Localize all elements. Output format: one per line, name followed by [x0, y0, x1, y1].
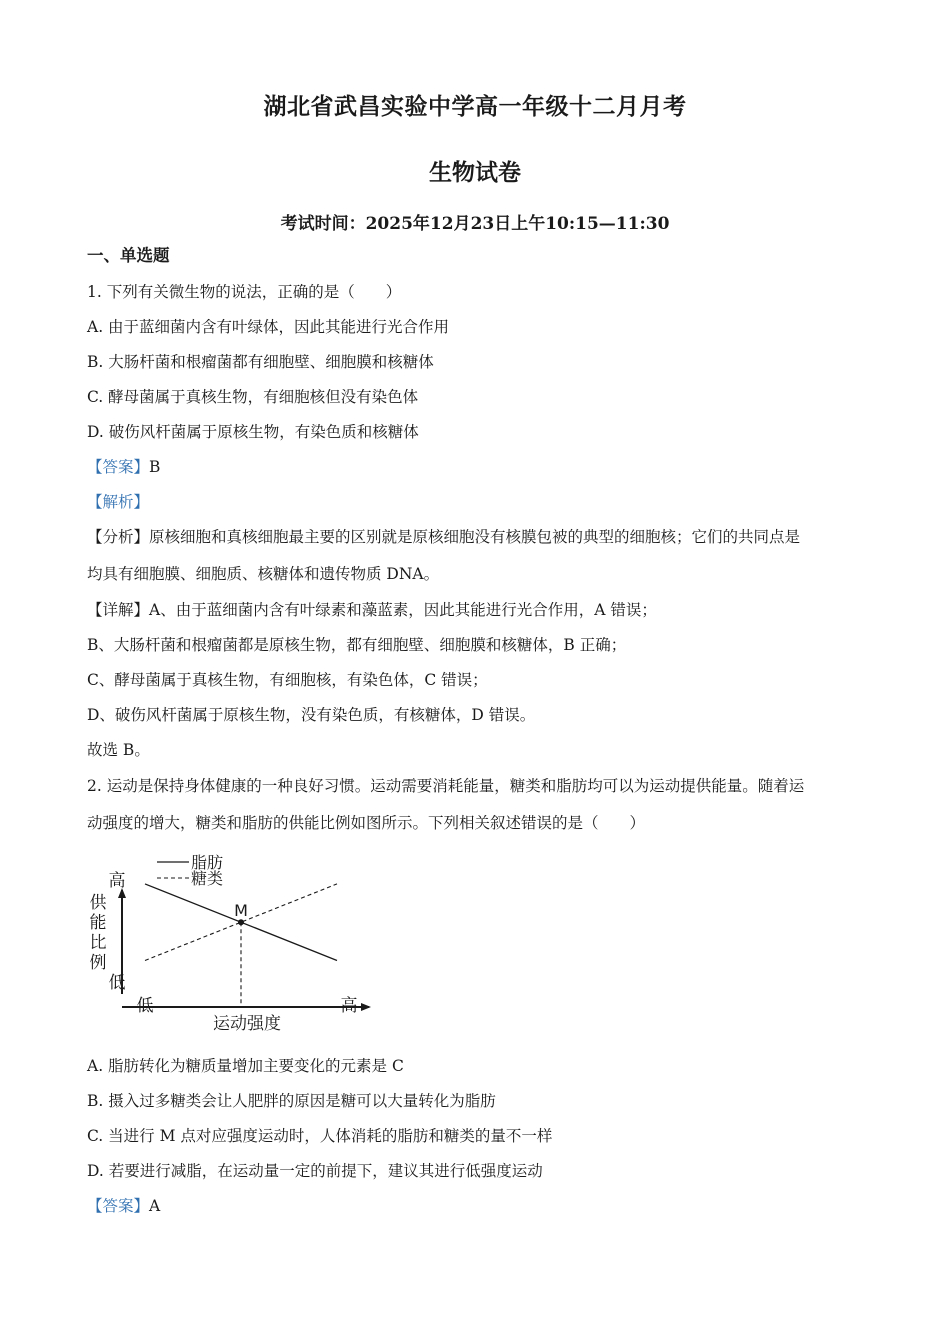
m-point-label: M	[234, 901, 248, 921]
q1-option-c: C. 酵母菌属于真核生物，有细胞核但没有染色体	[87, 388, 419, 406]
x-tick-high: 高	[340, 996, 358, 1016]
energy-ratio-chart	[85, 848, 375, 1040]
school-title: 湖北省武昌实验中学高一年级十二月月考	[263, 93, 687, 120]
q2-stem-line2: 动强度的增大，糖类和脂肪的供能比例如图所示。下列相关叙述错误的是（ ）	[87, 814, 646, 832]
exam-time: 考试时间：2025年12月23日上午10:15—11:30	[280, 214, 670, 234]
q1-detail-d: D、破伤风杆菌属于原核生物，没有染色质，有核糖体，D 错误。	[87, 706, 536, 724]
q2-option-c: C. 当进行 M 点对应强度运动时，人体消耗的脂肪和糖类的量不一样	[87, 1127, 553, 1145]
y-axis-label-char: 供	[89, 893, 107, 913]
answer-tag: 【答案】	[87, 458, 150, 476]
q1-detail-a: 【详解】A、由于蓝细菌内含有叶绿素和藻蓝素，因此其能进行光合作用，A 错误；	[87, 601, 657, 619]
q1-answer	[87, 456, 160, 478]
section-heading: 一、单选题	[87, 246, 170, 265]
answer-tag: 【答案】	[87, 1197, 150, 1215]
answer-value: A	[149, 1197, 161, 1215]
chart-svg	[85, 848, 375, 1040]
answer-value: B	[149, 458, 161, 476]
q1-analysis-line2: 均具有细胞膜、细胞质、核糖体和遗传物质 DNA。	[87, 565, 440, 583]
subject-title: 生物试卷	[429, 159, 521, 186]
y-axis-label-char: 例	[89, 953, 107, 973]
q2-stem-line1: 2. 运动是保持身体健康的一种良好习惯。运动需要消耗能量，糖类和脂肪均可以为运动提供能量。随着运	[87, 777, 805, 795]
q1-conclusion: 故选 B。	[87, 741, 150, 759]
y-tick-high: 高	[108, 871, 126, 891]
q1-analysis-line1: 【分析】原核细胞和真核细胞最主要的区别就是原核细胞没有核膜包被的典型的细胞核；它们的共同点是	[87, 528, 801, 546]
y-tick-low: 低	[108, 973, 126, 993]
q1-option-b: B. 大肠杆菌和根瘤菌都有细胞壁、细胞膜和核糖体	[87, 353, 434, 371]
q1-detail-c: C、酵母菌属于真核生物，有细胞核，有染色体，C 错误；	[87, 671, 488, 689]
q2-answer	[87, 1195, 160, 1217]
x-tick-low: 低	[136, 996, 154, 1016]
y-axis-label-char: 能	[89, 913, 107, 933]
q1-option-a: A. 由于蓝细菌内含有叶绿体，因此其能进行光合作用	[87, 318, 450, 336]
y-axis-label-char: 比	[89, 933, 107, 953]
q1-option-d: D. 破伤风杆菌属于原核生物，有染色质和核糖体	[87, 423, 419, 441]
x-axis-label: 运动强度	[213, 1014, 281, 1034]
legend-label-fat: 脂肪	[191, 853, 224, 872]
y-axis-label	[90, 893, 108, 973]
q1-detail-b: B、大肠杆菌和根瘤菌都是原核生物，都有细胞壁、细胞膜和核糖体，B 正确；	[87, 636, 627, 654]
q2-option-b: B. 摄入过多糖类会让人肥胖的原因是糖可以大量转化为脂肪	[87, 1092, 496, 1110]
q2-option-d: D. 若要进行减脂，在运动量一定的前提下，建议其进行低强度运动	[87, 1162, 543, 1180]
q2-option-a: A. 脂肪转化为糖质量增加主要变化的元素是 C	[87, 1057, 404, 1075]
q1-stem: 1. 下列有关微生物的说法，正确的是（ ）	[87, 283, 402, 301]
q1-analysis-tag: 【解析】	[87, 493, 150, 511]
legend-label-sugar: 糖类	[191, 869, 224, 888]
